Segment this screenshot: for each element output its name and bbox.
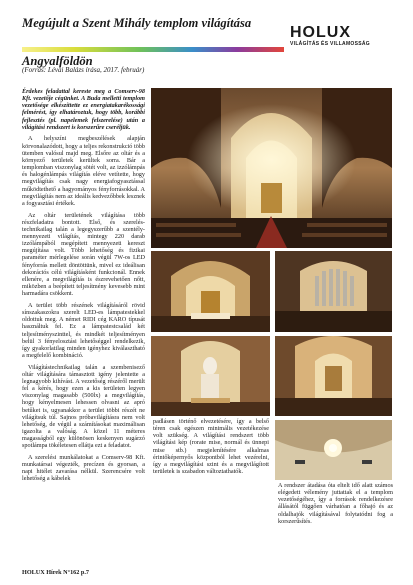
altar-photo: [151, 251, 270, 332]
article-paragraph: A szerelési munkálatokat a Comserv-98 Kft. munkatársai végezték, precízen és gyorsan, a napi hitélet zavarása nélkül. Szerencsére volt lehetőség a kábelek: [22, 454, 145, 483]
article-paragraph: Az oltár területének világítása több részfeladatra bontott. Első, és szerelés-technikailag talán a legegyszerűbb a szentély-mennyezeti világítás, mintegy 220 darab izzólámpából megépített mennyezeti kereszt megújítása volt. Több lehetőség és fizikai paraméter mérlegelése során végül 7W-os LED fényforrás mellett döntöttünk, mivel ez ideálisan dekorációs célú világításként funkcionál. Ennek ellenére, a megvilágítás is észrevehetően nőtt, miközben a beépített teljesítmény kevesebb mint harmadára csökkent.: [22, 211, 145, 298]
statue-photo: [151, 336, 270, 416]
article-paragraph: A rendszer átadása óta eltelt idő alatt számos elégedett vélemény juttattak el a templom vezetőségéhez, így a források rendelkezésre állásától függően várhatóan a főhajó és az oldalhajók világításával folytatódni fog a korszerűsítés.: [278, 482, 393, 525]
article-source: (Forrás: Lévai Balázs írása, 2017. február): [22, 66, 145, 74]
article-paragraph: Világítástechnikailag talán a szembenisező oltár világítására támasztott igény jelentette a legnagyobb kihívást. A vezetőség részéről merült fel a kérés, hogy ezen a kis területen legyen viszonylag magasabb (500lx) a megvilágítás, hogy kényelmesen lehessen olvasni az apró betűket is, ugyanakkor a terület többi részét ne világítsuk túl. Sajnos próbavilágításra nem volt lehetőség, de végül a számításokat maximálisan igazolta a valóság. A közel 11 méteres magasságból egy különösen keskenyen sugárzó spotlámpa tökéletesen ellátja ezt a feladatot.: [22, 363, 145, 450]
article-title: [22, 16, 284, 30]
organ-photo: [275, 251, 392, 332]
logo-word: HOLUX: [290, 24, 351, 41]
article-intro: Érdekes feladattal kereste meg a Comserv-98 Kft. vezetője cégünket. A Buda melletti templom vezetősége elkészíttette ez energiatakarékossági felmérést, így elhatároztuk, hogy több, korábbi fejlesztés (pl. napelemek felszerelése) után a világítási rendszert is korszerűre cseréljük.: [22, 88, 145, 131]
article-column-3: [278, 482, 393, 529]
article-paragraph: A terület több részének világításáról rövid sínszakaszokra szerelt LED-es lámpatestekkel oldottuk meg. A német RIDI cég KARO típusát használtuk fel. Ez a lámpatestcsalád két teljesítményszinttel, és mindkét teljesítményen belül 3 fényelosztási lehetőséggel rendelkezik, így gyakorlatilag minden igényhez kiválasztható a megfelelő kombináció.: [22, 301, 145, 359]
article-column-2: [153, 418, 269, 480]
ceiling-lamp-photo: [275, 420, 392, 480]
article-paragraph: A helyszíni megbeszélések alapján körvonalazódott, hogy a teljes rekonstrukció több ütemben valósul majd meg. Elsőre az oltár és a környező területek kerültek sorra. Bár a templomban viszonylag sötét volt, az izzólámpás és halogénlámpás világítás eléve vetítette, hogy megvilágítás csak nagy energiafogyasztással működtethető a hagyományos fényforrásokkal. A megvilágítás nem az ideális kedvezőbbek lesznek a fogyasztási értékek.: [22, 135, 145, 207]
article-column-1: [22, 88, 145, 487]
logo-tagline: VILÁGÍTÁS ÉS VILLAMOSSÁG: [290, 41, 370, 47]
church-nave-photo: [151, 88, 392, 248]
rainbow-rule: [22, 47, 284, 52]
page-footer: HOLUX Hírek N°162 p.7: [22, 569, 89, 576]
side-altar-photo: [275, 336, 392, 416]
article-paragraph: padlásen történő elvezetésére, így a belső téren csak egészen minimális vezetékezése volt szükség. A világítási rendszert több világítási kép (rorate mise, normál és ünnepi mise stb.) megjelenítésére alkalmas érintőképernyős központból lehet vezérelni, így a megvilágítási szint és a megvilágított területek is szabadon változtathatók.: [153, 418, 269, 476]
holux-logo: [290, 24, 390, 47]
title-line-1: Megújult a Szent Mihály templom világítása: [22, 16, 252, 30]
title-line-2: Angyalföldön: [22, 54, 93, 68]
